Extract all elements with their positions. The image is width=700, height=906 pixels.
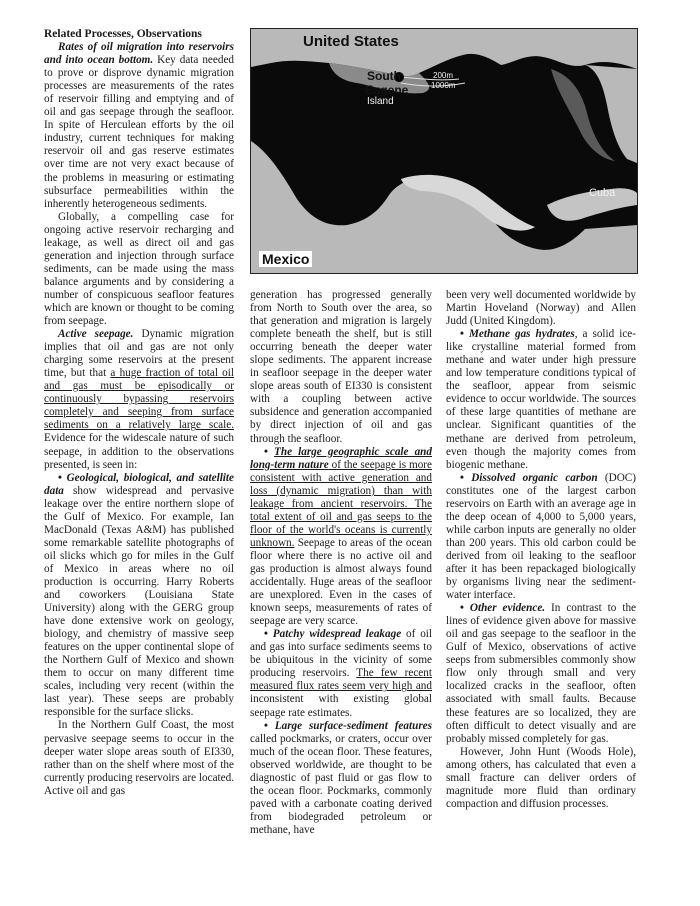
paragraph-geographic-scale [250, 446, 432, 629]
text-column-2 [250, 289, 432, 837]
underlined-text: The few recent measured flux rates seem very high and [250, 667, 432, 693]
paragraph-john-hunt: However, John Hunt (Woods Hole), among others, has calculated that even a small fracture can deliver orders of magnitude more fluid than ordinary compaction and diffusion processes. [446, 745, 636, 810]
paragraph-lead: Methane gas hydrates [468, 328, 575, 341]
paragraph-lead: Other evidence. [469, 602, 546, 615]
paragraph-text: , a solid ice-like crystalline material formed from methane and water under high pressure and low temperature conditions typical of the seafloor, appear from seismic evidence to occur worldwide. The sources of these large quantities of methane are unclear. Significant quantities of the methane are derived from petroleum, even though the majority comes from biogenic methane. [446, 328, 636, 471]
label-united-states: United States [303, 33, 399, 50]
paragraph-satellite-data [44, 472, 234, 720]
map-graphic [251, 29, 637, 273]
paragraph-active-seepage [44, 328, 234, 472]
label-eugene: Eugene [365, 83, 409, 97]
paragraph-text: Evidence for the widescale nature of such seepage, in addition to the observations presented, is seen in: [44, 432, 234, 471]
paragraph-text: of oil and gas into surface sediments seems to be ubiquitous in the vicinity of some producing reservoirs. [250, 628, 433, 680]
paragraph-gas-hydrates [446, 328, 636, 472]
paragraph-text: inconsistent with existing global seepage rate estimates. [250, 693, 432, 719]
paragraph-text: In contrast to the lines of evidence given above for massive oil and gas seepage to the seafloor in the Gulf of Mexico, observations of active seeps from submersibles commonly show flow only through small and very localized cracks in the seafloor, often associated with small faults. Because these features are so localized, they are often difficult to detect visually and are probably missed completely for gas. [446, 602, 637, 745]
text-column-1 [44, 28, 234, 798]
paragraph-documented: been very well documented worldwide by Martin Hoveland (Norway) and Allen Judd (United Kingdom). [446, 289, 636, 328]
underlined-text: of the seepage is more consistent with active generation and loss (dynamic migration) than with leakage from ancient reservoirs. The total extent of oil and gas seeps to the floor of the world's oceans is currently unknown. [250, 458, 433, 549]
paragraph-text: (DOC) constitutes one of the largest carbon reservoirs on Earth with an average age in the deep ocean of 4,000 to 5,000 years, while carbon inputs are generally no older than 200 years. This old carbon could be derived from oil leaking to the seafloor after it has been repackaged biologically by organisms living near the sediment-water interface. [446, 471, 636, 602]
paragraph-text: called pockmarks, or craters, occur over much of the ocean floor. These features, observed worldwide, are thought to be diagnostic of past fluid or gas flow to the ocean floor. Pockmarks, commonly paved with a carbonate coating derived from biodegraded petroleum or methane, have [250, 732, 432, 836]
paragraph-text: Seepage to areas of the ocean floor where there is no active oil and gas production is almost always found accidentally. Huge areas of the seafloor are unexplored. Even in the cases of known seeps, measurements of rates of seepage are very scarce. [250, 536, 432, 628]
paragraph-migration-rates [44, 41, 234, 211]
label-island: Island [367, 96, 394, 107]
paragraph-northern-gulf: In the Northern Gulf Coast, the most pervasive seepage seems to occur in the deeper water slope areas south of EI330, rather than on the shelf where most of the currently producing reservoirs are located. Active oil and gas [44, 719, 234, 797]
paragraph-globally: Globally, a compelling case for ongoing active reservoir recharging and leakage, as well as direct oil and gas generation and injection through surface sediments, can be made using the mass balance arguments and by considering a number of conspicuous seafloor features which are known or thought to be coming from seepage. [44, 210, 234, 328]
paragraph-lead: Patchy widespread leakage [272, 628, 402, 641]
label-cuba: Cuba [589, 187, 616, 199]
underlined-text: a huge fraction of total oil and gas must be episodically or continuously bypassing reservoirs completely and seeping from surface sediments on a relatively large scale. [44, 367, 234, 432]
label-200m: 200m [433, 71, 454, 80]
paragraph-other-evidence [446, 602, 636, 746]
paragraph-sediment-features [250, 720, 432, 837]
paragraph-lead: The large geographic scale and long-term nature [250, 445, 432, 471]
paragraph-text: Key data needed to prove or disprove dynamic migration processes are measurements of the rates of reservoir filling and emptying and of oil and gas seepage through the seafloor. In spite of Herculean efforts by the oil industry, current techniques for making reservoir oil and gas reserve estimates over time are not very exact because of the problems in measuring or estimating subsurface permeabilities within the inherently heterogeneous sediments. [44, 54, 235, 210]
paragraph-dissolved-carbon [446, 472, 636, 602]
paragraph-patchy-leakage [250, 628, 432, 719]
paragraph-text: Dynamic migration implies that oil and gas are not only charging some reservoirs at the present time, but that [44, 328, 234, 380]
paragraph-lead: Large surface-sediment features [274, 719, 432, 732]
paragraph-lead: Rates of oil migration into reservoirs and into ocean bottom. [44, 41, 234, 67]
section-heading: Related Processes, Observations [44, 28, 202, 40]
text-column-3 [446, 289, 636, 811]
paragraph-lead: Geological, biological, and satellite data [44, 471, 234, 497]
paragraph-generation: generation has progressed generally from North to South over the area, so that generation and migration is largely complete beneath the shelf, but is still occurring beneath the deeper water slope sediments. The apparent increase in seafloor seepage in the deeper water slope areas south of EI330 is consistent with a coupling between active subsidence and generation accompanied by direct injection of oil and gas through the seafloor. [250, 289, 432, 445]
paragraph-lead: Dissolved organic carbon [471, 471, 598, 484]
label-mexico: Mexico [259, 251, 312, 267]
label-south: South [367, 69, 401, 83]
paragraph-text: show widespread and pervasive leakage over the entire northern slope of the Gulf of Mexico. For example, Ian MacDonald (Texas A&M) has published some remarkable satellite photographs of oil slicks which go for miles in the Gulf of Mexico in areas where no oil production is occurring. Harry Roberts and coworkers (Louisiana State University) along with the GERG group have done extensive work on geology, biology, and chemistry of massive seep features on the upper continental slope of the Northern Gulf of Mexico and shown them to occur on many different time scales, including very recent (within the last year). These seeps are probably responsible for the surface slicks. [44, 484, 234, 719]
label-1000m: 1000m [431, 81, 456, 90]
gulf-of-mexico-map [250, 28, 638, 274]
paragraph-lead: Active seepage. [58, 328, 134, 341]
